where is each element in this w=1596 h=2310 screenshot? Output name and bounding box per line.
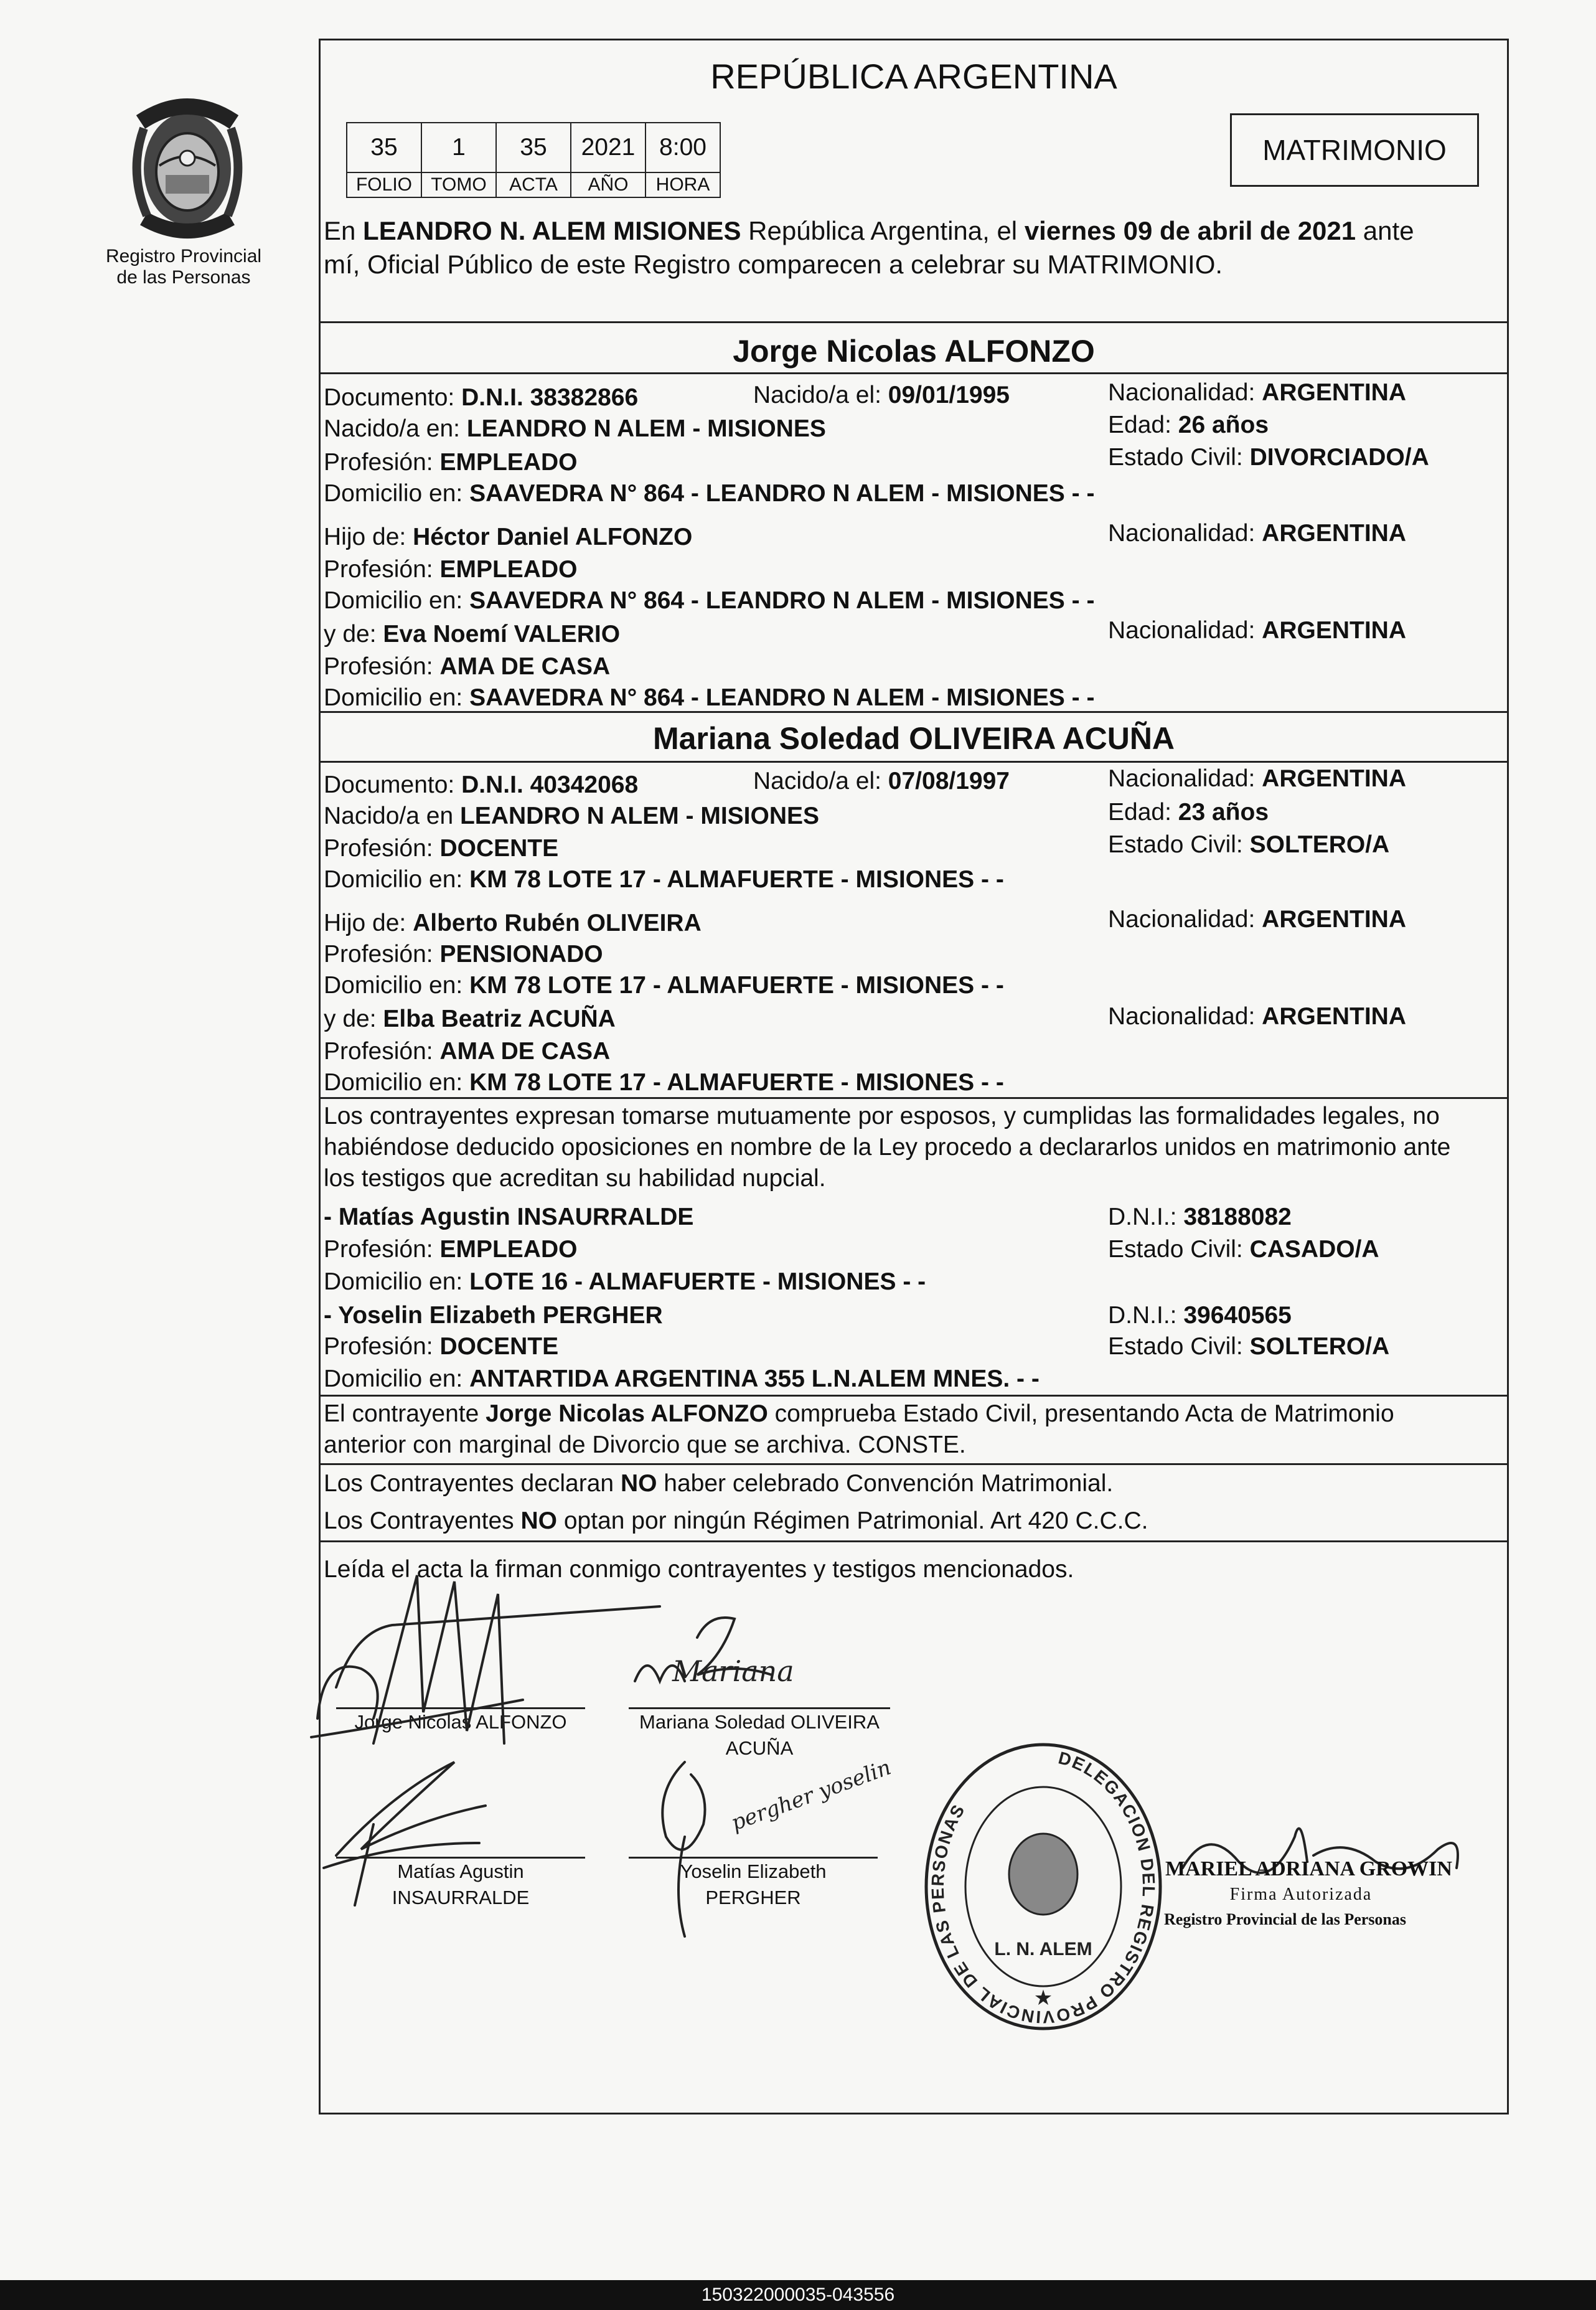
groom-father-prof: Profesión: EMPLEADO xyxy=(324,556,578,583)
groom-addr: Domicilio en: SAAVEDRA N° 864 - LEANDRO N ALEM - MISIONES - - xyxy=(324,480,1095,507)
hora-label: HORA xyxy=(645,172,720,197)
witness-1-civil: Estado Civil: CASADO/A xyxy=(1108,1236,1379,1263)
declaration-line-1: Los contrayentes expresan tomarse mutuamente por esposos, y cumplidas las formalidades legales, no xyxy=(324,1103,1440,1129)
bride-mother-addr: Domicilio en: KM 78 LOTE 17 - ALMAFUERTE - MISIONES - - xyxy=(324,1069,1004,1096)
groom-mother-addr: Domicilio en: SAAVEDRA N° 864 - LEANDRO N ALEM - MISIONES - - xyxy=(324,684,1095,711)
bride-nat: Nacionalidad: ARGENTINA xyxy=(1108,765,1407,792)
handwritten-signatures xyxy=(299,1557,921,1943)
intro-date: viernes 09 de abril de 2021 xyxy=(1024,216,1356,245)
intro-text-a: En xyxy=(324,216,364,245)
groom-father-addr: Domicilio en: SAAVEDRA N° 864 - LEANDRO N ALEM - MISIONES - - xyxy=(324,587,1095,614)
bride-mother-prof: Profesión: AMA DE CASA xyxy=(324,1038,611,1065)
bride-handwritten: Mariana xyxy=(672,1654,794,1688)
groom-doc: Documento: D.N.I. 38382866 xyxy=(324,384,639,411)
official-office: Registro Provincial de las Personas xyxy=(1164,1910,1407,1928)
intro-text-b: República Argentina, el xyxy=(741,216,1025,245)
bride-signature-caption-2: ACUÑA xyxy=(725,1737,794,1759)
divider xyxy=(319,1097,1509,1099)
official-role: Firma Autorizada xyxy=(1229,1885,1373,1904)
witness-1-signature-scribble xyxy=(324,1762,486,1905)
bride-father-prof: Profesión: PENSIONADO xyxy=(324,941,603,968)
groom-signature-scribble xyxy=(311,1575,660,1743)
bride-signature-caption-1: Mariana Soledad OLIVEIRA xyxy=(639,1711,880,1733)
intro-line-1 xyxy=(324,214,1414,248)
bride-age: Edad: 23 años xyxy=(1108,799,1269,826)
province-seal-icon xyxy=(116,85,259,240)
groom-mother-prof: Profesión: AMA DE CASA xyxy=(324,653,611,680)
convention-line-1: Los Contrayentes declaran NO haber celebrado Convención Matrimonial. xyxy=(324,1470,1114,1497)
acta-label: ACTA xyxy=(496,172,571,197)
divider xyxy=(319,711,1509,713)
bride-doc: Documento: D.N.I. 40342068 xyxy=(324,771,639,798)
groom-signature-caption: Jorge Nicolas ALFONZO xyxy=(354,1711,567,1733)
convention-line-2: Los Contrayentes NO optan por ningún Régimen Patrimonial. Art 420 C.C.C. xyxy=(324,1507,1148,1534)
witness-2-addr: Domicilio en: ANTARTIDA ARGENTINA 355 L.N.ALEM MNES. - - xyxy=(324,1365,1040,1392)
groom-mother: y de: Eva Noemí VALERIO xyxy=(324,621,621,648)
registry-line-1: Registro Provincial xyxy=(105,246,262,266)
country-title: REPÚBLICA ARGENTINA xyxy=(710,57,1117,96)
bride-name: Mariana Soledad OLIVEIRA ACUÑA xyxy=(652,721,1175,756)
star-icon: ★ xyxy=(1033,1986,1053,2010)
groom-birthplace: Nacido/a en: LEANDRO N ALEM - MISIONES xyxy=(324,415,826,442)
closing-text: Leída el acta la firman conmigo contrayentes y testigos mencionados. xyxy=(324,1556,1074,1583)
bride-born: Nacido/a el: 07/08/1997 xyxy=(753,768,1010,794)
bride-addr: Domicilio en: KM 78 LOTE 17 - ALMAFUERTE - MISIONES - - xyxy=(324,866,1004,893)
bride-birthplace: Nacido/a en LEANDRO N ALEM - MISIONES xyxy=(324,803,820,829)
groom-prof: Profesión: EMPLEADO xyxy=(324,449,578,476)
groom-civil: Estado Civil: DIVORCIADO/A xyxy=(1108,444,1429,471)
groom-born: Nacido/a el: 09/01/1995 xyxy=(753,382,1010,408)
folio-value: 35 xyxy=(347,123,421,172)
divider xyxy=(319,761,1509,763)
divider xyxy=(319,1463,1509,1465)
bride-prof: Profesión: DOCENTE xyxy=(324,835,559,862)
divider xyxy=(319,1395,1509,1397)
groom-nat: Nacionalidad: ARGENTINA xyxy=(1108,379,1407,406)
divider xyxy=(319,372,1509,374)
stamp-ring-text: DELEGACION DEL REGISTRO PROVINCIAL DE LAS PERSONAS xyxy=(927,1748,1159,2027)
witness-2-signature-caption-1: Yoselin Elizabeth xyxy=(680,1860,827,1882)
groom-name: Jorge Nicolas ALFONZO xyxy=(733,334,1095,369)
intro-place: LEANDRO N. ALEM MISIONES xyxy=(363,216,741,245)
note-line-2: anterior con marginal de Divorcio que se archiva. CONSTE. xyxy=(324,1431,966,1458)
registry-table xyxy=(346,122,721,198)
registry-line-2: de las Personas xyxy=(116,267,251,288)
anio-value: 2021 xyxy=(571,123,645,172)
footer-code: 150322000035-043556 xyxy=(0,2280,1596,2310)
groom-mother-nat: Nacionalidad: ARGENTINA xyxy=(1108,617,1407,644)
acta-value: 35 xyxy=(496,123,571,172)
groom-father: Hijo de: Héctor Daniel ALFONZO xyxy=(324,524,693,550)
official-name: MARIEL ADRIANA GROWIN xyxy=(1165,1857,1452,1880)
witness-2-name: - Yoselin Elizabeth PERGHER xyxy=(324,1302,663,1329)
stamp-seal-icon xyxy=(913,1725,1174,2048)
witness-1-signature-caption-1: Matías Agustin xyxy=(397,1860,524,1882)
groom-father-nat: Nacionalidad: ARGENTINA xyxy=(1108,520,1407,547)
bride-father-addr: Domicilio en: KM 78 LOTE 17 - ALMAFUERTE - MISIONES - - xyxy=(324,972,1004,999)
intro-line-2: mí, Oficial Público de este Registro comparecen a celebrar su MATRIMONIO. xyxy=(324,250,1223,279)
witness-1-signature-caption-2: INSAURRALDE xyxy=(392,1887,530,1908)
doc-type-box xyxy=(1230,113,1479,187)
witness-2-dni: D.N.I.: 39640565 xyxy=(1108,1302,1292,1329)
registry-seal-caption xyxy=(87,246,280,288)
anio-label: AÑO xyxy=(571,172,645,197)
witness-1-prof: Profesión: EMPLEADO xyxy=(324,1236,578,1263)
witness-1-name: - Matías Agustin INSAURRALDE xyxy=(324,1204,694,1230)
witness-2-signature-caption-2: PERGHER xyxy=(705,1887,801,1908)
intro-text-c: ante xyxy=(1356,216,1414,245)
hora-value: 8:00 xyxy=(645,123,720,172)
stamp-center-text: L. N. ALEM xyxy=(994,1939,1092,1959)
bride-mother: y de: Elba Beatriz ACUÑA xyxy=(324,1006,616,1032)
witness-1-addr: Domicilio en: LOTE 16 - ALMAFUERTE - MISIONES - - xyxy=(324,1268,926,1295)
note-line-1: El contrayente Jorge Nicolas ALFONZO comprueba Estado Civil, presentando Acta de Matrimonio xyxy=(324,1400,1394,1427)
divider xyxy=(319,1540,1509,1542)
witness-2-signature-scribble xyxy=(662,1762,705,1936)
bride-father-nat: Nacionalidad: ARGENTINA xyxy=(1108,906,1407,933)
witness-2-prof: Profesión: DOCENTE xyxy=(324,1333,559,1360)
folio-label: FOLIO xyxy=(347,172,421,197)
witness-2-civil: Estado Civil: SOLTERO/A xyxy=(1108,1333,1390,1360)
bride-mother-nat: Nacionalidad: ARGENTINA xyxy=(1108,1003,1407,1030)
witness-2-handwritten: pergher yoselin xyxy=(728,1755,894,1836)
declaration-line-3: los testigos que acreditan su habilidad nupcial. xyxy=(324,1165,826,1192)
official-stamp xyxy=(913,1725,1174,2048)
divider xyxy=(319,321,1509,323)
bride-civil: Estado Civil: SOLTERO/A xyxy=(1108,831,1390,858)
declaration-line-2: habiéndose deducido oposiciones en nombre de la Ley procedo a declararlos unidos en matrimonio ante xyxy=(324,1134,1451,1161)
tomo-label: TOMO xyxy=(421,172,496,197)
registry-logo xyxy=(116,85,259,240)
doc-type-label: MATRIMONIO xyxy=(1262,134,1447,166)
bride-father: Hijo de: Alberto Rubén OLIVEIRA xyxy=(324,910,702,936)
groom-age: Edad: 26 años xyxy=(1108,412,1269,438)
witness-1-dni: D.N.I.: 38188082 xyxy=(1108,1204,1292,1230)
tomo-value: 1 xyxy=(421,123,496,172)
